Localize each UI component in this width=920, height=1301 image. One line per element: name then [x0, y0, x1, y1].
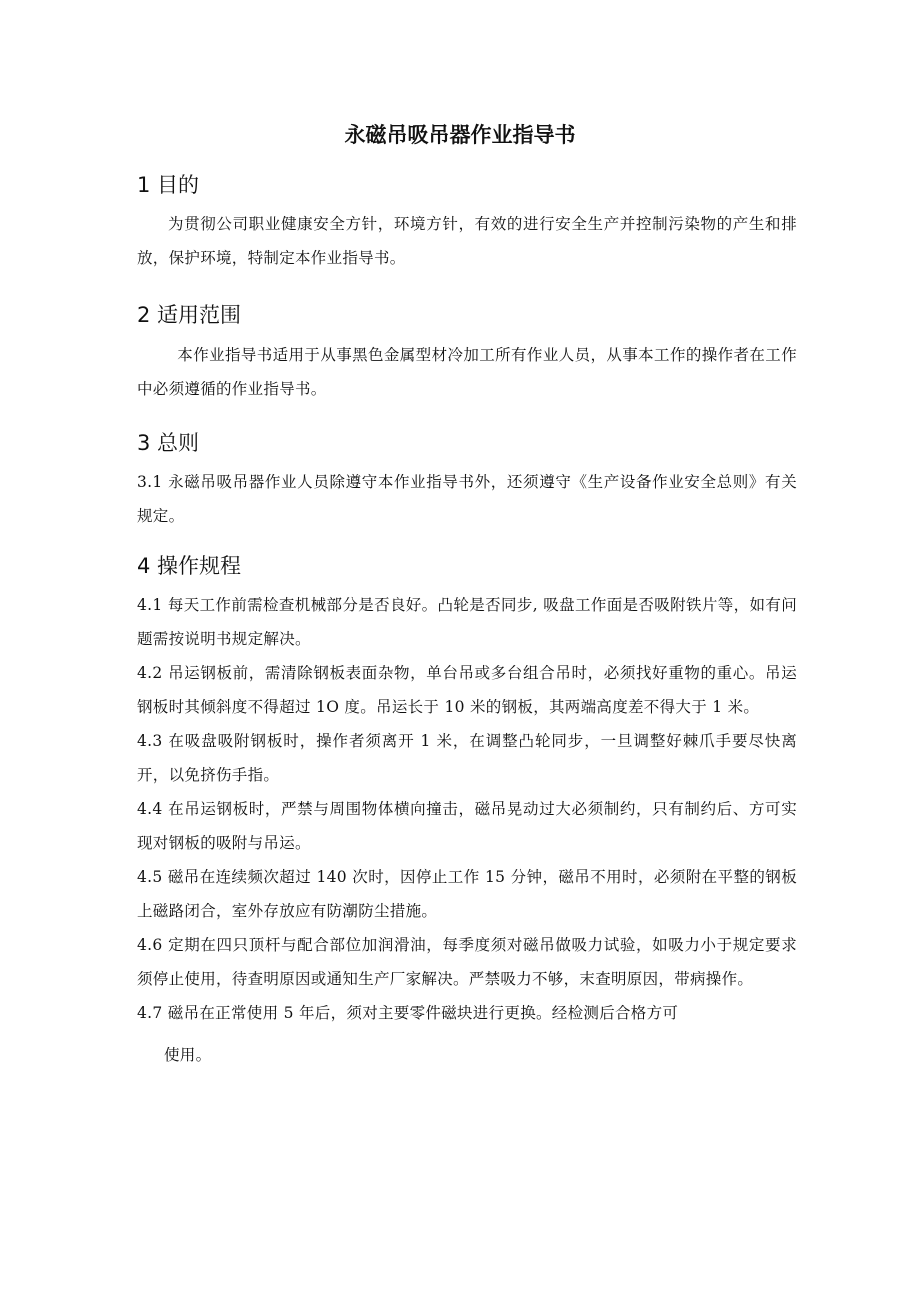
section-procedure [137, 551, 797, 1072]
procedure-item-4-1: 4.1 每天工作前需检查机械部分是否良好。凸轮是否同步, 吸盘工作面是否吸附铁片等，如有问题需按说明书规定解决。 [137, 596, 797, 648]
section-paragraph: 为贯彻公司职业健康安全方针，环境方针，有效的进行安全生产并控制污染物的产生和排放，保护环境，特制定本作业指导书。 [137, 215, 797, 267]
document-title: 永磁吊吸吊器作业指导书 [344, 123, 576, 147]
procedure-item-4-7: 4.7 磁吊在正常使用 5 年后，须对主要零件磁块进行更换。经检测后合格方可 [137, 1004, 679, 1022]
procedure-item-4-2: 4.2 吊运钢板前，需清除钢板表面杂物，单台吊或多台组合吊时，必须找好重物的重心。吊运钢板时其倾斜度不得超过 1O 度。吊运长于 10 米的钢板，其两端高度差不得大于 1 米。 [137, 664, 797, 716]
section-heading: 3 总则 [137, 431, 200, 455]
section-scope [137, 300, 797, 406]
procedure-item-4-3: 4.3 在吸盘吸附钢板时，操作者须离开 1 米，在调整凸轮同步，一旦调整好棘爪手要尽快离开，以免挤伤手指。 [137, 732, 797, 784]
section-paragraph: 3.1 永磁吊吸吊器作业人员除遵守本作业指导书外，还须遵守《生产设备作业安全总则》有关规定。 [137, 473, 797, 525]
procedure-item-4-5: 4.5 磁吊在连续频次超过 140 次时，因停止工作 15 分钟，磁吊不用时，必须附在平整的钢板上磁路闭合，室外存放应有防潮防尘措施。 [137, 868, 797, 920]
section-heading: 4 操作规程 [137, 554, 242, 578]
procedure-item-4-4: 4.4 在吊运钢板时，严禁与周围物体横向撞击，磁吊晃动过大必须制约，只有制约后、方可实现对钢板的吸附与吊运。 [137, 800, 797, 852]
section-purpose [137, 170, 797, 275]
procedure-item-4-7-continuation: 使用。 [164, 1046, 212, 1064]
procedure-item-4-6: 4.6 定期在四只顶杆与配合部位加润滑油，每季度须对磁吊做吸力试验，如吸力小于规定要求须停止使用，待查明原因或通知生产厂家解决。严禁吸力不够，末查明原因，带病操作。 [137, 936, 797, 988]
section-heading: 2 适用范围 [137, 303, 242, 327]
section-general [137, 428, 797, 533]
section-paragraph: 本作业指导书适用于从事黑色金属型材冷加工所有作业人员，从事本工作的操作者在工作中必须遵循的作业指导书。 [137, 346, 797, 398]
section-heading: 1 目的 [137, 173, 200, 197]
